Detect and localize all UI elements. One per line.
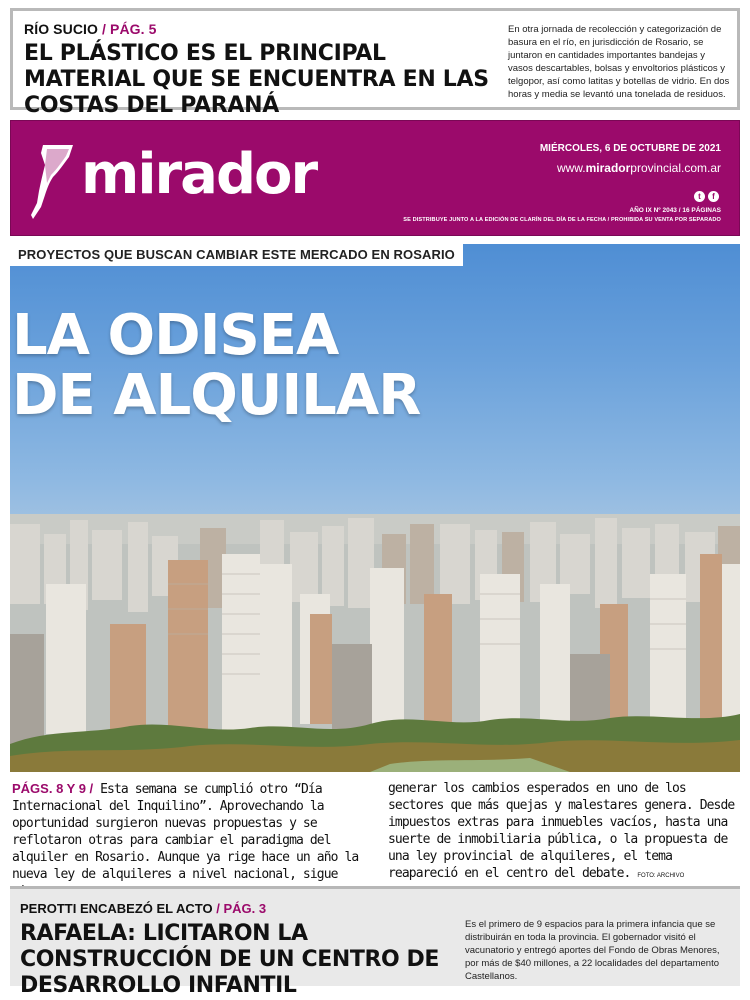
social-icons: [694, 191, 719, 202]
bottom-teaser[interactable]: [10, 886, 740, 998]
body-column-1: [12, 780, 362, 882]
main-story-title-line-1: LA ODISEA: [12, 303, 339, 368]
body-column-2: [388, 780, 738, 881]
issue-number: AÑO IX Nº 2043 / 16 PÁGINAS: [629, 207, 721, 214]
photo-credit: FOTO: ARCHIVO: [637, 873, 685, 879]
bottom-teaser-page-ref[interactable]: PÁG. 3: [223, 901, 267, 916]
main-story-body: [12, 780, 738, 882]
mirador-logo-icon: [29, 143, 75, 221]
top-teaser-headline[interactable]: EL PLÁSTICO ES EL PRINCIPAL MATERIAL QUE SE ENCUENTRA EN LAS COSTAS DEL PARANÁ: [24, 41, 489, 118]
mirador-logo-text[interactable]: mirador: [81, 142, 317, 207]
bottom-teaser-kicker: [20, 901, 266, 916]
main-story-title-line-2: DE ALQUILAR: [12, 363, 421, 428]
website-link[interactable]: www.miradorprovincial.com.ar: [556, 161, 721, 175]
top-teaser-section: RÍO SUCIO: [24, 21, 99, 37]
facebook-icon[interactable]: f: [708, 191, 719, 202]
main-photo[interactable]: [10, 244, 740, 772]
distribution-note: SE DISTRIBUYE JUNTO A LA EDICIÓN DE CLARÍN DEL DÍA DE LA FECHA / PROHIBIDA SU VENTA POR SEPARADO: [403, 217, 721, 223]
main-story-page-ref[interactable]: PÁGS. 8 Y 9 /: [12, 781, 94, 796]
bottom-teaser-section: PEROTTI ENCABEZÓ EL ACTO: [20, 901, 213, 916]
top-teaser-summary: En otra jornada de recolección y categorización de basura en el río, en jurisdicción de Rosario, se juntaron en cantidades importantes bandejas y vasos descartables, bolsas y envoltorios plásticos y telgopor, así como latitas y botellas de vidrio. En dos horas y media se levantó una tonelada de residuos.: [508, 24, 730, 100]
body-text-2: generar los cambios esperados en uno de los sectores que más quejas y malestares genera. Desde impuestos extras para inmuebles vacíos, hasta una suerte de inmobiliaria pública, o la propuesta de una ley provincial de alquileres, el tema reapareció en el centro del debate.: [388, 781, 735, 881]
masthead: [10, 120, 740, 236]
top-teaser-page-ref[interactable]: PÁG. 5: [110, 21, 157, 37]
city-skyline-image: [10, 514, 740, 772]
bottom-teaser-headline[interactable]: RAFAELA: LICITARON LA CONSTRUCCIÓN DE UN CENTRO DE DESARROLLO INFANTIL: [20, 921, 440, 998]
top-teaser[interactable]: [10, 8, 740, 118]
edition-date: MIÉRCOLES, 6 DE OCTUBRE DE 2021: [539, 143, 721, 154]
twitter-icon[interactable]: t: [694, 191, 705, 202]
bottom-teaser-separator: /: [216, 901, 220, 916]
body-text-1: Esta semana se cumplió otro “Día Internacional del Inquilino”. Aprovechando la oportunidad surgieron nuevas propuestas y se reflotaron otras para cambiar el paradigma del alquiler en Rosario. Aunque ya rige hace un año la nueva ley de alquileres a nivel nacional, sigue: [12, 782, 359, 882]
top-teaser-separator: /: [102, 21, 107, 37]
main-story-kicker: PROYECTOS QUE BUSCAN CAMBIAR ESTE MERCADO EN ROSARIO: [10, 244, 463, 266]
bottom-teaser-summary: Es el primero de 9 espacios para la primera infancia que se distribuirán en toda la provincia. El gobernador visitó el vacunatorio y entregó aportes del Fondo de Obras Menores, por más de $40 millones, a 22 localidades del departamento Castellanos.: [465, 919, 720, 982]
top-teaser-kicker: [24, 21, 157, 37]
main-story-title[interactable]: [12, 303, 421, 428]
